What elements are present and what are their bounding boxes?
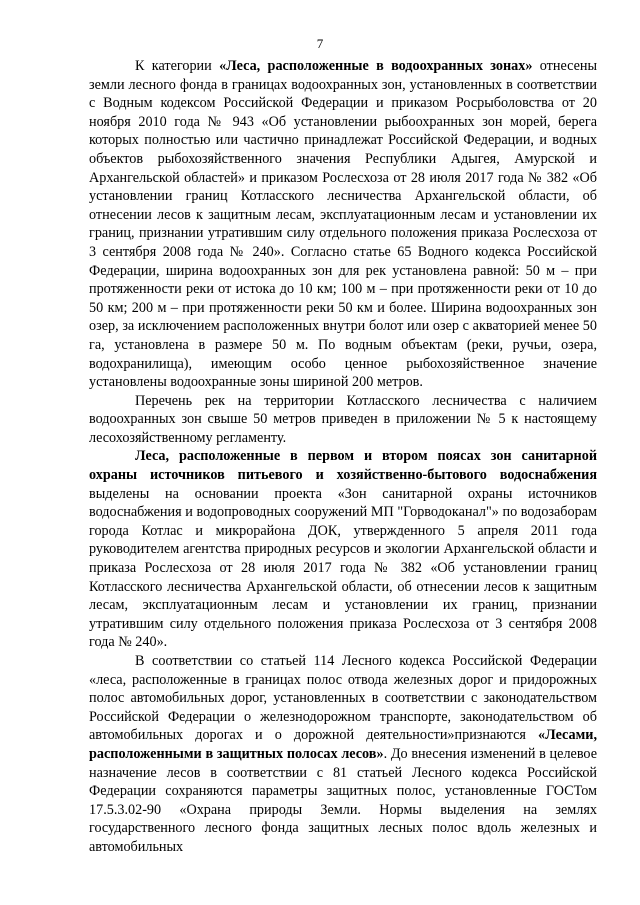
document-body bbox=[89, 57, 597, 857]
paragraph-text: отнесены земли лесного фонда в границах водоохранных зон, установленных в соответствии с Водным кодексом Российской Федерации и приказом Росрыболовства от 20 ноября 2010 года № 943 «Об установлении рыбоохранных зон морей, берега которых полностью или частично принадлежат Российской Федерации, и водных объектов рыбохозяйственного значения Республики Адыгея, Амурской и Архангельской областей» и приказом Рослесхоза от 28 июля 2017 года № 382 «Об установлении границ Котласского лесничества Архангельской области, об отнесении лесов к защитным лесам, эксплуатационным лесам и установлении их границ, признании утратившим силу отдельного положения приказа Рослесхоза от 3 сентября 2008 года № 240». Согласно статье 65 Водного кодекса Российской Федерации, ширина водоохранных зон для рек установлена равной: 50 м – при протяженности реки от истока до 10 км; 100 м – при протяженности реки от 10 до 50 км; 200 м – при протяженности реки 50 км и более. Ширина водоохранных зон озер, за исключением расположенных внутри болот или озер с акваторией менее 50 га, установлена в размере 50 м. По водным объектам (реки, ручьи, озера, водохранилища), имеющим особо ценное рыбохозяйственное значение установлены водоохранные зоны шириной 200 метров. bbox=[89, 58, 597, 391]
category-heading: «Леса, расположенные в водоохранных зонах» bbox=[219, 58, 533, 74]
paragraph-text: В соответствии со статьей 114 Лесного кодекса Российской Федерации «леса, расположенные в границах полос отвода железных дорог и придорожных полос автомобильных дорог, установленных в соответствии с законодательством Российской Федерации о железнодорожном транспорте, законодательством об автомобильных дорогах и о дорожной деятельности»признаются bbox=[89, 653, 597, 744]
paragraph-text: Перечень рек на территории Котласского лесничества с наличием водоохранных зон свыше 50 метров приведен в приложении № 5 к настоящему лесохозяйственному регламенту. bbox=[89, 392, 597, 446]
paragraph-sanitary-zones bbox=[89, 447, 597, 652]
category-heading: «Лесами, расположенными в защитных полосах лесов» bbox=[89, 727, 597, 762]
category-heading: Леса, расположенные в первом и втором поясах зон санитарной охраны источников питьевого и хозяйственно-бытового водоснабжения bbox=[89, 448, 597, 484]
paragraph-water-protection-zones bbox=[89, 57, 597, 392]
paragraph-river-list bbox=[89, 392, 597, 448]
page-number: 7 bbox=[316, 36, 324, 51]
paragraph-protective-strips bbox=[89, 652, 597, 857]
paragraph-text: . До внесения изменений в целевое назначение лесов в соответствии с 81 статьей Лесного кодекса Российской Федерации сохраняются параметры защитных полос, установленные ГОСТом 17.5.3.02-90 «Охрана природы Земли. Нормы выделения на землях государственного лесного фонда защитных лесных полос вдоль железных и автомобильных bbox=[89, 745, 597, 855]
paragraph-text: К категории bbox=[135, 58, 220, 74]
paragraph-text: выделены на основании проекта «Зон санитарной охраны источников водоснабжения и водопроводных сооружений МП "Горводоканал"» по водозаборам города Котлас и микрорайона ДОК, утвержденного 5 апреля 2011 года руководителем агентства природных ресурсов и экологии Архангельской области и приказа Рослесхоза от 28 июля 2017 года № 382 «Об установлении границ Котласского лесничества Архангельской области, об отнесении лесов к защитным лесам, эксплуатационным лесам и установлении их границ, признании утратившим силу отдельного положения приказа Рослесхоза от 3 сентября 2008 года № 240». bbox=[89, 485, 597, 651]
